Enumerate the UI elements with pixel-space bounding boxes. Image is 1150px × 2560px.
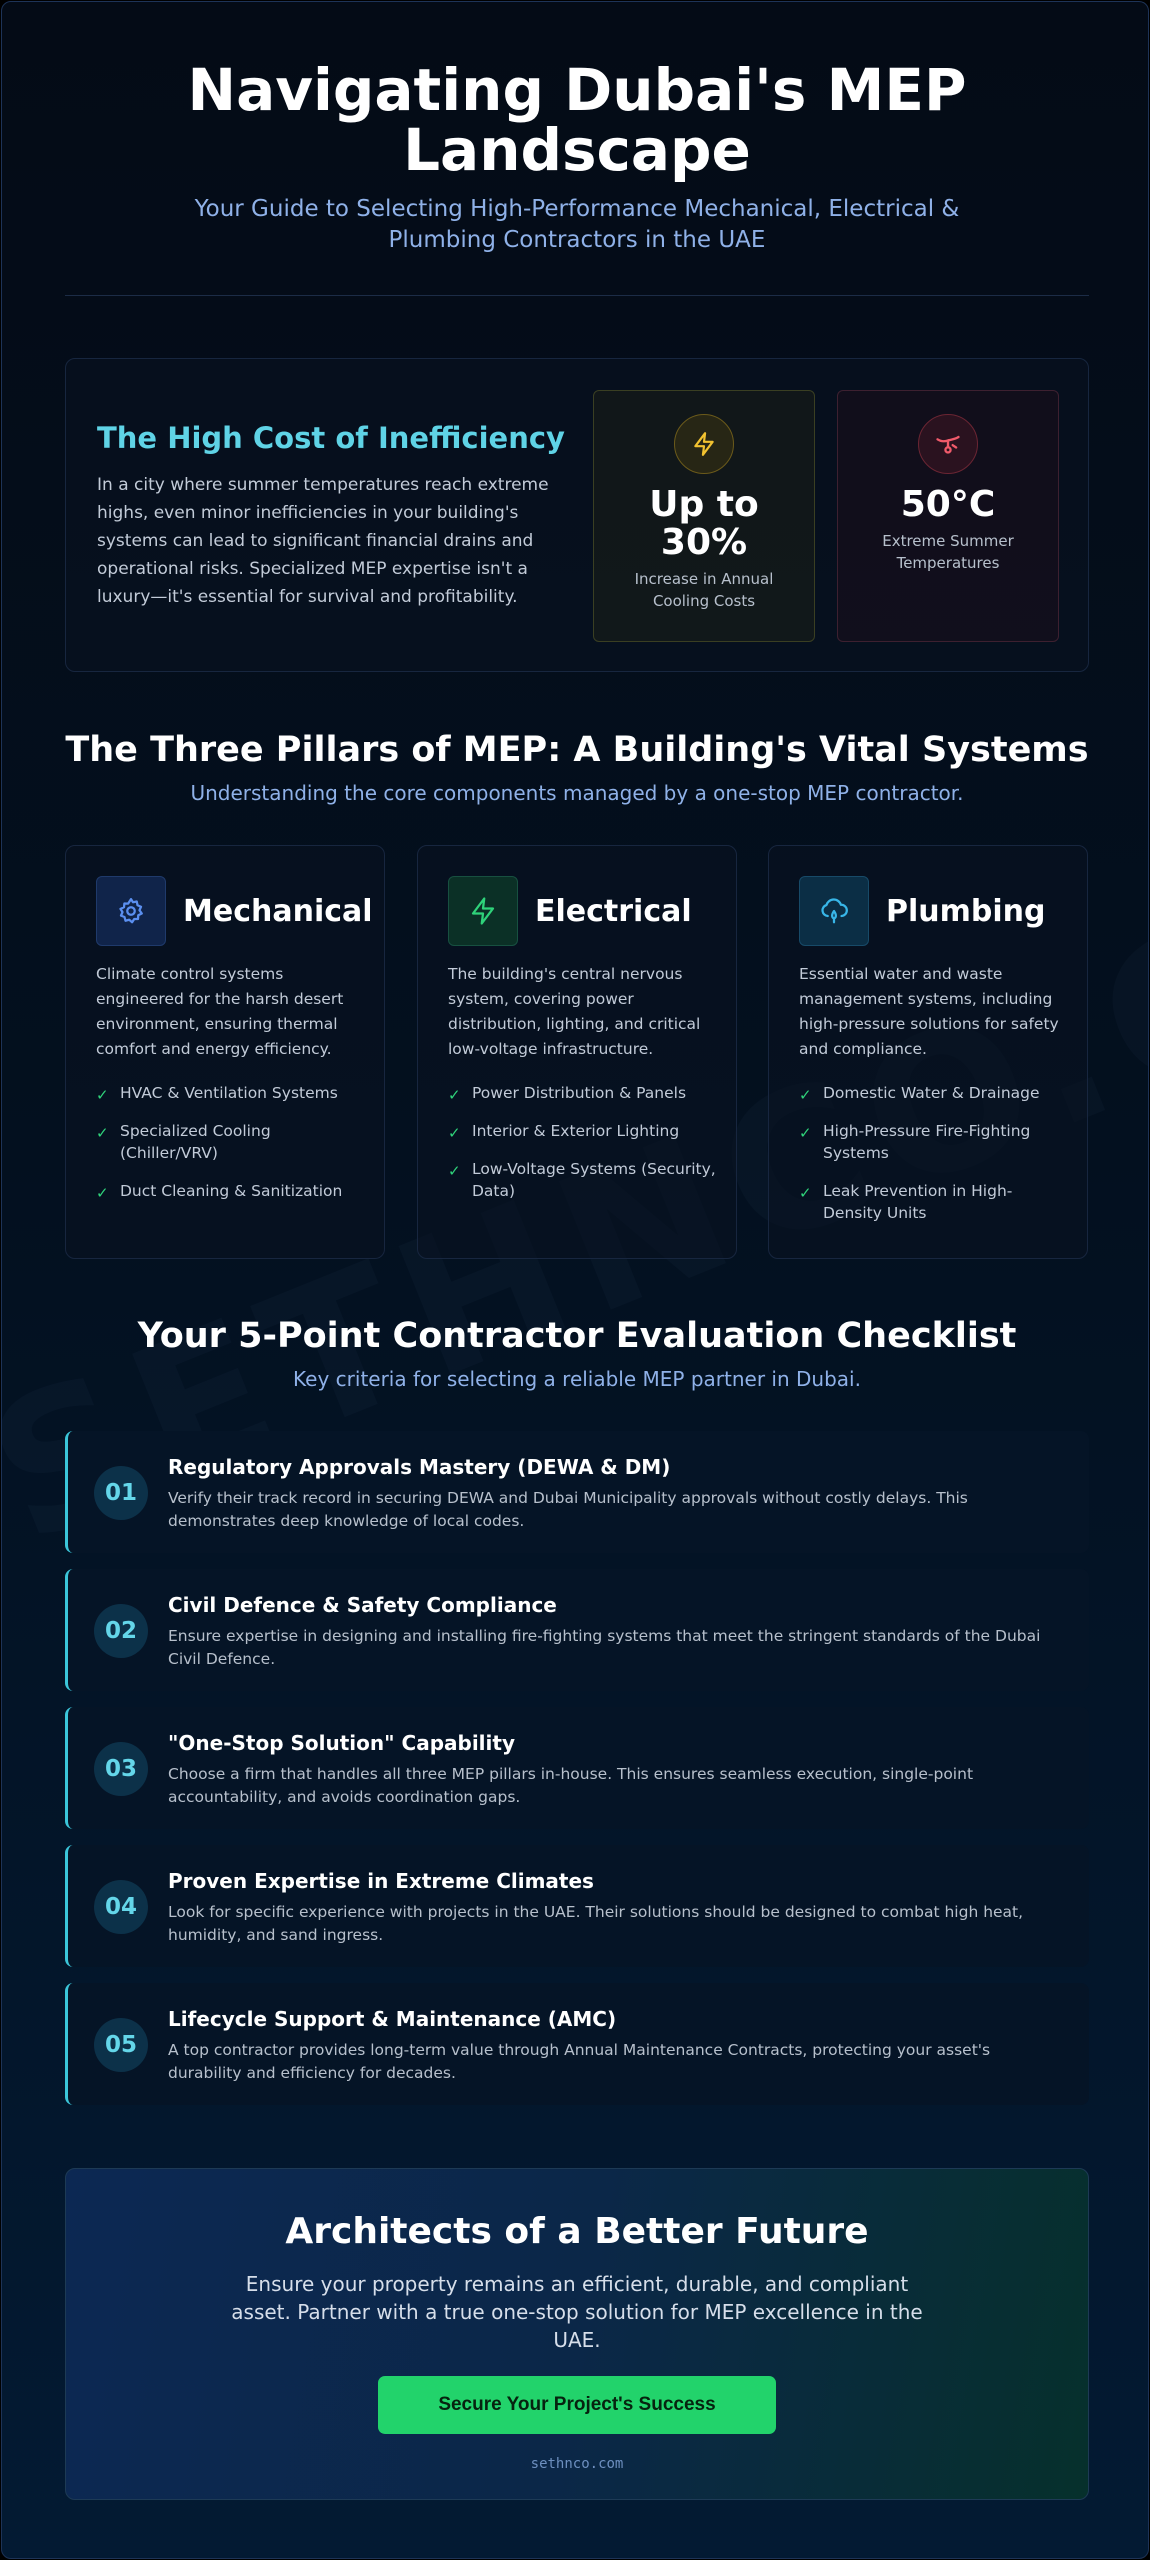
cta-panel (65, 2168, 1089, 2500)
secure-project-button[interactable]: Secure Your Project's Success (378, 2376, 776, 2434)
checklist-item-title: Lifecycle Support & Maintenance (AMC) (168, 2007, 617, 2031)
pillar-card-mechanical (65, 845, 385, 1259)
check-icon: ✓ (96, 1086, 109, 1104)
inefficiency-card (65, 358, 1089, 672)
cta-text: Ensure your property remains an efficient, durable, and compliant asset. Partner with a true one-stop solution for MEP excellence in the UAE. (231, 2272, 923, 2352)
gear-icon (96, 876, 166, 946)
header (62, 56, 1092, 256)
checklist-item-description: Verify their track record in securing DEWA and Dubai Municipality approvals without costly delays. This demonstrates deep knowledge of local codes. (168, 1489, 968, 1530)
checklist-item (65, 1707, 1089, 1829)
checklist-number: 03 (94, 1742, 148, 1796)
pillar-list (448, 1082, 718, 1218)
stat-card-temperature (837, 390, 1059, 642)
checklist-item-description: Choose a firm that handles all three MEP pillars in-house. This ensures seamless execution, single-point accountability, and avoids coordination gaps. (168, 1765, 974, 1806)
list-item: ✓ Domestic Water & Drainage (799, 1084, 1040, 1104)
checklist-item-description: Look for specific experience with projects in the UAE. Their solutions should be designed to combat high heat, humidity, and sand ingress. (168, 1903, 1024, 1944)
pillar-list (96, 1082, 366, 1218)
list-item: ✓ High-Pressure Fire-Fighting Systems (799, 1122, 1031, 1162)
lightning-icon (448, 876, 518, 946)
checklist-item-description: Ensure expertise in designing and installing fire-fighting systems that meet the stringent standards of the Dubai Civil Defence. (168, 1627, 1041, 1668)
checklist-subtitle: Key criteria for selecting a reliable MEP partner in Dubai. (293, 1367, 861, 1391)
stat-value: 50°C (900, 484, 996, 525)
page-subtitle: Your Guide to Selecting High-Performance Mechanical, Electrical & Plumbing Contractors in the UAE (194, 196, 960, 253)
check-icon: ✓ (448, 1086, 461, 1104)
checklist-item-title: "One-Stop Solution" Capability (168, 1731, 515, 1755)
check-icon: ✓ (96, 1124, 109, 1142)
pillar-card-plumbing (768, 845, 1088, 1259)
divider (65, 295, 1089, 296)
list-item: ✓ Power Distribution & Panels (448, 1084, 687, 1104)
checklist-item (65, 1431, 1089, 1553)
checklist-number: 04 (94, 1880, 148, 1934)
checklist-item (65, 1983, 1089, 2105)
list-item: ✓ Leak Prevention in High-Density Units (799, 1182, 1013, 1222)
list-item: ✓ HVAC & Ventilation Systems (96, 1084, 338, 1104)
check-icon: ✓ (448, 1124, 461, 1142)
website-link[interactable]: sethnco.com (530, 2456, 624, 2472)
checklist-item (65, 1845, 1089, 1967)
checklist-item (65, 1569, 1089, 1691)
thermometer-icon (918, 414, 978, 474)
lightning-icon (674, 414, 734, 474)
stat-label: Extreme Summer Temperatures (882, 532, 1014, 572)
pillar-description: Climate control systems engineered for the harsh desert environment, ensuring thermal comfort and energy efficiency. (96, 965, 344, 1058)
checklist-item-description: A top contractor provides long-term value through Annual Maintenance Contracts, protecting your asset's durability and efficiency for decades. (168, 2041, 991, 2082)
list-item: ✓ Low-Voltage Systems (Security, Data) (448, 1160, 716, 1200)
pillars-title: The Three Pillars of MEP: A Building's Vital Systems (65, 730, 1089, 770)
pillar-description: Essential water and waste management systems, including high-pressure solutions for safety and compliance. (799, 965, 1059, 1058)
checklist-item-title: Proven Expertise in Extreme Climates (168, 1869, 594, 1893)
pillar-list (799, 1082, 1069, 1240)
pillar-name: Electrical (535, 894, 692, 929)
check-icon: ✓ (799, 1124, 812, 1142)
check-icon: ✓ (96, 1184, 109, 1202)
stat-label: Increase in Annual Cooling Costs (634, 570, 774, 610)
checklist-item-title: Civil Defence & Safety Compliance (168, 1593, 557, 1617)
checklist-number: 02 (94, 1604, 148, 1658)
inefficiency-title: The High Cost of Inefficiency (97, 421, 565, 455)
checklist-number: 05 (94, 2018, 148, 2072)
pillar-description: The building's central nervous system, covering power distribution, lighting, and critical low-voltage infrastructure. (448, 965, 701, 1058)
checklist-item-title: Regulatory Approvals Mastery (DEWA & DM) (168, 1455, 671, 1479)
check-icon: ✓ (448, 1162, 461, 1180)
pillar-name: Plumbing (886, 894, 1046, 929)
pillar-card-electrical (417, 845, 737, 1259)
list-item: ✓ Specialized Cooling (Chiller/VRV) (96, 1122, 271, 1162)
pillar-name: Mechanical (183, 894, 373, 929)
cta-title: Architects of a Better Future (285, 2211, 869, 2252)
page-title: Navigating Dubai's MEP Landscape (187, 56, 967, 184)
checklist-title: Your 5-Point Contractor Evaluation Checklist (137, 1316, 1017, 1356)
stat-value: Up to 30% (649, 484, 759, 563)
list-item: ✓ Interior & Exterior Lighting (448, 1122, 680, 1142)
check-icon: ✓ (799, 1086, 812, 1104)
water-icon (799, 876, 869, 946)
list-item: ✓ Duct Cleaning & Sanitization (96, 1182, 343, 1202)
infographic-page (1, 1, 1149, 2559)
check-icon: ✓ (799, 1184, 812, 1202)
pillars-subtitle: Understanding the core components managed by a one-stop MEP contractor. (190, 781, 964, 805)
stat-card-cooling-costs (593, 390, 815, 642)
checklist-number: 01 (94, 1466, 148, 1520)
inefficiency-text: In a city where summer temperatures reach extreme highs, even minor inefficiencies in your building's systems can lead to significant financial drains and operational risks. Specialized MEP expertise isn't a luxury—it's essential for survival and profitability. (97, 475, 549, 607)
